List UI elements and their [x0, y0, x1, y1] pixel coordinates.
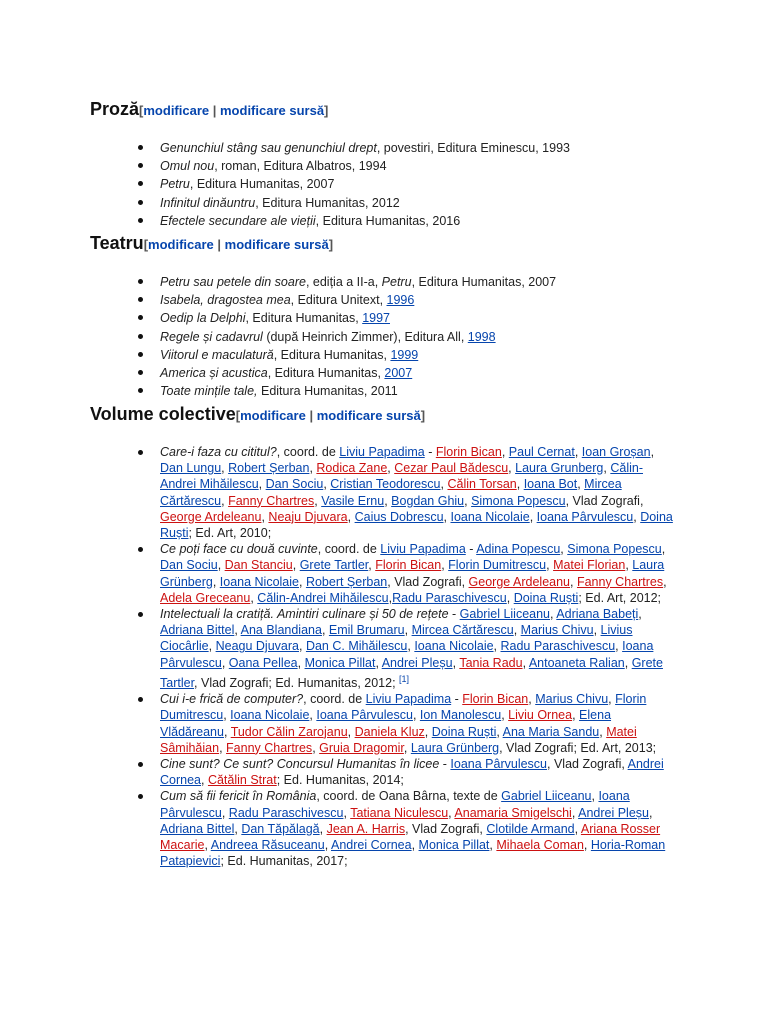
play-title: Regele și cadavrul — [160, 329, 263, 344]
plain-text: , — [516, 477, 524, 492]
edit-source-link[interactable]: modificare sursă — [220, 103, 325, 118]
person-link[interactable]: Ioana Nicolaie — [219, 574, 299, 589]
person-link[interactable]: Simona Popescu — [567, 542, 662, 557]
plain-text: , — [608, 692, 616, 707]
missing-page-link[interactable]: Cătălin Strat — [207, 773, 277, 788]
plain-text: , coord. de — [317, 542, 381, 557]
plain-text: , — [648, 805, 653, 820]
person-link[interactable]: Grete Tartler — [160, 655, 663, 690]
year-link[interactable]: 1997 — [362, 311, 390, 326]
book-title: Efectele secundare ale vieții — [160, 213, 316, 228]
plain-text: , — [324, 838, 331, 853]
plain-text: , — [443, 509, 451, 524]
person-link[interactable]: Livius Ciocârlie — [160, 623, 633, 654]
plain-text: , — [546, 558, 554, 573]
book-details: , Editura Humanitas, 2012 — [255, 195, 400, 210]
plain-text: , — [403, 740, 411, 755]
person-link[interactable]: Neagu Djuvara — [215, 639, 299, 654]
person-link[interactable]: Andrei Pleșu — [381, 655, 453, 670]
plain-text: , — [375, 655, 382, 670]
plain-text: , — [343, 805, 351, 820]
missing-page-link[interactable]: George Ardeleanu — [468, 574, 571, 589]
missing-page-link[interactable]: Călin Torsan — [447, 477, 517, 492]
plain-text: - — [451, 692, 463, 707]
plain-text: , — [570, 574, 577, 589]
plain-text: , — [298, 639, 306, 654]
person-link[interactable]: Robert Șerban — [228, 461, 310, 476]
bracket-open: [ — [235, 408, 241, 423]
play-title: Isabela, dragostea mea — [160, 293, 291, 308]
missing-page-link[interactable]: Jean A. Harris — [326, 821, 406, 836]
person-link[interactable]: Dan Sociu — [265, 477, 324, 492]
plain-text: , — [407, 639, 415, 654]
person-link[interactable]: Caius Dobrescu — [354, 509, 444, 524]
missing-page-link[interactable]: Anamaria Smigelschi — [454, 805, 572, 820]
plain-text: ; Ed. Art, 2012; — [578, 590, 662, 605]
plain-text: , — [591, 789, 599, 804]
bracket-open: [ — [143, 237, 149, 252]
list-item — [90, 212, 690, 230]
person-link[interactable]: Monica Pillat — [418, 838, 490, 853]
plain-text: , — [593, 623, 601, 638]
list-item — [90, 194, 690, 212]
play-details: , ediția a II-a, — [305, 275, 382, 289]
person-link[interactable]: Horia-Roman Patapievici — [160, 838, 666, 869]
book-details: , Editura Humanitas, 2007 — [189, 177, 335, 192]
plain-text: , — [599, 724, 607, 739]
plain-text: ; Ed. Humanitas, 2014; — [276, 773, 404, 788]
plain-text: , — [464, 493, 472, 508]
missing-page-link[interactable]: Neaju Djuvara — [268, 509, 348, 524]
year-link[interactable]: 1999 — [390, 347, 419, 362]
person-link[interactable]: Paul Cernat — [508, 445, 575, 459]
edit-section-links — [236, 408, 425, 423]
person-link[interactable]: Ana Blandiana — [240, 623, 322, 638]
plain-text: , — [297, 655, 305, 670]
plain-text: , coord. de — [276, 445, 340, 459]
person-link[interactable]: Laura Grünberg — [410, 740, 500, 755]
plain-text: , — [221, 461, 229, 476]
plain-text: , — [577, 477, 585, 492]
plain-text: , — [550, 607, 557, 622]
play-title: Oedip la Delphi — [160, 311, 246, 326]
person-link[interactable]: Emil Brumaru — [328, 623, 405, 638]
person-link[interactable]: Monica Pillat — [304, 655, 376, 670]
plain-text: , — [615, 639, 623, 654]
person-link[interactable]: Laura Grünberg — [160, 558, 665, 589]
play-details: , Editura Humanitas, — [273, 347, 391, 362]
section-teatru — [90, 230, 690, 400]
person-link[interactable]: Adriana Bittel — [160, 821, 235, 836]
person-link[interactable]: Florin Dumitrescu — [448, 558, 547, 573]
missing-page-link[interactable]: Florin Bican — [435, 445, 502, 459]
heading-title: Teatru — [90, 233, 144, 253]
separator: | — [213, 237, 225, 252]
play-details: , Editura Unitext, — [290, 293, 387, 308]
bracket-close: ] — [324, 103, 329, 118]
volume-title: Cine sunt? Ce sunt? Concursul Humanitas în licee — [160, 757, 440, 772]
plain-text: , — [633, 509, 641, 524]
person-link[interactable]: Ioana Pârvulescu — [536, 509, 634, 524]
person-link[interactable]: Marius Chivu — [520, 623, 594, 638]
list-item — [90, 364, 690, 382]
play-title: Petru sau petele din soare — [160, 275, 306, 289]
list-item — [90, 139, 690, 157]
person-link[interactable]: Ioana Nicolaie — [414, 639, 494, 654]
plain-text: - — [439, 757, 451, 772]
plain-text: , — [650, 445, 655, 459]
person-link[interactable]: Ana Maria Sandu — [502, 724, 600, 739]
list-item — [90, 444, 675, 541]
plain-text: , — [638, 607, 642, 622]
person-link[interactable]: Cristian Teodorescu — [330, 477, 441, 492]
bracket-close: ] — [420, 408, 426, 423]
list-item — [90, 273, 690, 291]
play-title: Toate mințile tale, — [160, 384, 258, 399]
missing-page-link[interactable]: Tania Radu — [459, 655, 523, 670]
plain-text: , — [221, 655, 229, 670]
plain-text: , Vlad Zografi, — [387, 574, 469, 589]
person-link[interactable]: Florin Dumitrescu — [160, 692, 647, 723]
person-link[interactable]: Liviu Papadima — [365, 692, 452, 707]
list-item — [90, 691, 675, 756]
plain-text: , — [501, 445, 509, 459]
list-item — [90, 309, 690, 327]
person-link[interactable]: Radu Paraschivescu — [228, 805, 344, 820]
list-item — [90, 756, 675, 788]
volume-title: Care-i faza cu cititul? — [160, 445, 277, 459]
plain-text: , — [440, 477, 448, 492]
plain-text: , — [508, 461, 516, 476]
plain-text: , — [347, 724, 355, 739]
missing-page-link[interactable]: Fanny Chartres — [576, 574, 664, 589]
edit-link[interactable]: modificare — [143, 103, 210, 118]
list-item — [90, 788, 675, 869]
person-link[interactable]: Doina Ruști — [513, 590, 579, 605]
volume-title: Cui i-e frică de computer? — [160, 692, 304, 707]
plain-text: , Vlad Zografi, — [565, 493, 644, 508]
person-link[interactable]: Oana Pellea — [228, 655, 298, 670]
edit-link[interactable]: modificare — [148, 237, 214, 252]
person-link[interactable]: Mircea Cărtărescu — [411, 623, 514, 638]
plain-text: , — [501, 708, 509, 723]
bracket-open: [ — [139, 103, 144, 118]
missing-page-link[interactable]: Daniela Kluz — [354, 724, 425, 739]
list-item — [90, 346, 690, 364]
play-details: , Editura Humanitas, 2007 — [411, 275, 557, 289]
play-details: Editura Humanitas, 2011 — [257, 384, 398, 399]
plain-text: , coord. de Oana Bârna, texte de — [316, 789, 502, 804]
list-item — [90, 157, 690, 175]
plain-text: , — [560, 542, 568, 557]
play-details: (după Heinrich Zimmer), Editura All, — [262, 329, 468, 344]
play-details: , Editura Humanitas, — [267, 366, 385, 381]
edit-section-links — [144, 237, 333, 252]
list-item — [90, 291, 690, 309]
missing-page-link[interactable]: Liviu Ornea — [508, 708, 573, 723]
person-link[interactable]: Robert Șerban — [305, 574, 388, 589]
person-link[interactable]: Doina Ruști — [431, 724, 497, 739]
plain-text: , — [261, 509, 269, 524]
list-item — [90, 541, 675, 606]
plain-text: , — [424, 724, 432, 739]
person-link[interactable]: Dan C. Mihăilescu — [305, 639, 408, 654]
plain-text: , — [404, 623, 412, 638]
plain-text: - — [448, 607, 460, 622]
person-link[interactable]: Ioan Groșan — [581, 445, 651, 459]
plain-text: , — [221, 805, 229, 820]
missing-page-link[interactable]: Florin Bican — [375, 558, 442, 573]
plain-text: , coord. de — [303, 692, 366, 707]
plain-text: , — [321, 623, 329, 638]
year-link[interactable]: 1998 — [467, 329, 496, 344]
person-link[interactable]: Dan Lungu — [160, 461, 222, 476]
plain-text: , — [513, 623, 521, 638]
plain-text: , — [529, 509, 537, 524]
play-title: Viitorul e maculatură — [160, 347, 274, 362]
person-link[interactable]: Radu Paraschivescu — [392, 590, 507, 605]
person-link[interactable]: Ioana Pârvulescu — [316, 708, 413, 723]
plain-text: , — [221, 493, 229, 508]
plain-text: - — [424, 445, 436, 459]
plain-text: , Vlad Zografi; Ed. Humanitas, 2012; — [194, 676, 400, 690]
plain-text: , — [217, 558, 225, 573]
plain-text: , — [309, 461, 317, 476]
plain-text: - — [465, 542, 477, 557]
book-title: Petru — [160, 177, 190, 192]
edit-section-links — [139, 103, 328, 118]
separator: | — [305, 408, 317, 423]
plain-text: , — [441, 558, 449, 573]
person-link[interactable]: Elena Vlădăreanu — [160, 708, 612, 739]
plain-text: , — [309, 708, 317, 723]
person-link[interactable]: Andrei Pleșu — [578, 805, 649, 820]
plain-text: , — [208, 639, 216, 654]
plain-text: , — [312, 740, 320, 755]
person-link[interactable]: Liviu Papadima — [339, 445, 425, 459]
person-link[interactable]: Laura Grunberg — [515, 461, 604, 476]
year-link[interactable]: 2007 — [384, 366, 413, 381]
plain-text: , — [506, 590, 514, 605]
book-details: , povestiri, Editura Eminescu, 1993 — [376, 141, 570, 155]
plain-text: , Vlad Zografi; Ed. Art, 2013; — [499, 740, 657, 755]
plain-text: , — [583, 838, 591, 853]
missing-page-link[interactable]: George Ardeleanu — [160, 509, 262, 524]
book-title: Omul nou — [160, 159, 215, 174]
section-volume-colective — [90, 401, 690, 869]
person-link[interactable]: Ioana Pârvulescu — [160, 639, 654, 670]
edit-source-link[interactable]: modificare sursă — [316, 408, 421, 423]
plain-text: , — [448, 805, 455, 820]
list-item — [90, 382, 690, 400]
footnote-link[interactable]: [1] — [399, 673, 410, 684]
plain-text: ; Ed. Art, 2010; — [188, 526, 272, 541]
person-link[interactable]: Ioana Bot — [523, 477, 578, 492]
plain-text: , — [204, 838, 211, 853]
person-link[interactable]: Bogdan Ghiu — [391, 493, 465, 508]
section-heading — [90, 96, 690, 123]
plain-text: , — [574, 821, 581, 836]
missing-page-link[interactable]: Rodica Zane — [316, 461, 388, 476]
book-title: Genunchiul stâng sau genunchiul drept — [160, 141, 377, 155]
person-link[interactable]: Călin-Andrei Mihăilescu — [257, 590, 389, 605]
book-details: , Editura Humanitas, 2016 — [315, 213, 461, 228]
missing-page-link[interactable]: Matei Sâmihăian — [160, 724, 637, 755]
missing-page-link[interactable]: Cezar Paul Bădescu — [394, 461, 509, 476]
plain-text: , — [528, 692, 536, 707]
person-link[interactable]: Radu Paraschivescu — [500, 639, 616, 654]
person-link[interactable]: Adina Popescu — [476, 542, 561, 557]
person-link[interactable]: Marius Chivu — [535, 692, 609, 707]
plain-text: , — [493, 639, 501, 654]
plain-text: , — [571, 805, 579, 820]
person-link[interactable]: Ion Manolescu — [419, 708, 502, 723]
person-link[interactable]: Mircea Cărtărescu — [160, 477, 622, 508]
person-link[interactable]: Ioana Nicolaie — [450, 509, 530, 524]
plain-text: , — [574, 445, 582, 459]
heading-title: Proză — [90, 99, 140, 119]
plain-text: , — [522, 655, 529, 670]
plain-text: , — [489, 838, 497, 853]
plain-text: , — [298, 574, 306, 589]
section-proza — [90, 96, 690, 230]
person-link[interactable]: Simona Popescu — [471, 493, 566, 508]
list-item — [90, 328, 690, 346]
book-title: Infinitul dinăuntru — [160, 195, 256, 210]
person-link[interactable]: Gabriel Liiceanu — [501, 789, 592, 804]
plain-text: , — [319, 821, 327, 836]
heading-title: Volume colective — [90, 404, 236, 424]
list-item — [90, 606, 675, 691]
person-link[interactable]: Dan Tăpălagă — [241, 821, 320, 836]
plain-text: , — [388, 590, 393, 605]
plain-text: , — [384, 493, 392, 508]
plain-text: , — [323, 477, 331, 492]
plain-text: , — [212, 574, 220, 589]
separator: | — [209, 103, 220, 118]
year-link[interactable]: 1996 — [386, 293, 415, 308]
section-heading — [90, 230, 690, 257]
edit-source-link[interactable]: modificare sursă — [224, 237, 329, 252]
missing-page-link[interactable]: Ariana Rosser Macarie — [160, 821, 661, 853]
plain-text: , — [663, 574, 667, 589]
volume-title: Ce poți face cu două cuvinte — [160, 542, 318, 557]
missing-page-link[interactable]: Adela Greceanu — [160, 590, 251, 605]
person-link[interactable]: Călin-Andrei Mihăilescu — [160, 461, 643, 492]
plain-text: , — [412, 708, 420, 723]
plain-text: , — [223, 724, 231, 739]
plain-text: , — [603, 461, 611, 476]
plain-text: , — [624, 655, 632, 670]
missing-page-link[interactable]: Tatiana Niculescu — [350, 805, 449, 820]
missing-page-link[interactable]: Gruia Dragomir — [319, 740, 404, 755]
person-link[interactable]: Andreea Răsuceanu — [210, 838, 325, 853]
volume-list — [90, 444, 690, 869]
plain-text: , — [496, 724, 503, 739]
plain-text: , — [347, 509, 355, 524]
plain-text: , — [625, 558, 633, 573]
proza-list — [90, 139, 690, 230]
plain-text: , — [292, 558, 300, 573]
missing-page-link[interactable]: Tudor Călin Zarojanu — [230, 724, 348, 739]
play-title: America și acustica — [160, 366, 268, 381]
plain-text: , — [661, 542, 666, 557]
missing-page-link[interactable]: Fanny Chartres — [226, 740, 313, 755]
plain-text: , — [314, 493, 322, 508]
missing-page-link[interactable]: Fanny Chartres — [228, 493, 315, 508]
play-title-secondary: Petru — [381, 275, 412, 289]
missing-page-link[interactable]: Dan Stanciu — [224, 558, 293, 573]
plain-text: , Vlad Zografi, — [405, 821, 487, 836]
plain-text: , — [223, 708, 231, 723]
bracket-close: ] — [328, 237, 334, 252]
missing-page-link[interactable]: Mihaela Coman — [496, 838, 584, 853]
person-link[interactable]: Dan Sociu — [160, 558, 218, 573]
volume-title: Cum să fii fericit în România — [160, 789, 317, 804]
teatru-list — [90, 273, 690, 400]
person-link[interactable]: Doina Ruști — [160, 509, 673, 541]
section-heading — [90, 401, 690, 428]
person-link[interactable]: Ioana Nicolaie — [230, 708, 310, 723]
volume-title: Intelectuali la cratiță. Amintiri culinare și 50 de rețete — [160, 607, 449, 622]
missing-page-link[interactable]: Matei Florian — [553, 558, 626, 573]
plain-text: , — [572, 708, 580, 723]
person-link[interactable]: Vasile Ernu — [321, 493, 385, 508]
plain-text: , Vlad Zografi, — [547, 757, 628, 772]
plain-text: , — [234, 821, 242, 836]
person-link[interactable]: Ioana Pârvulescu — [160, 789, 630, 820]
person-link[interactable]: Liviu Papadima — [380, 542, 466, 557]
edit-link[interactable]: modificare — [240, 408, 306, 423]
plain-text: , — [387, 461, 395, 476]
person-link[interactable]: Antoaneta Ralian — [528, 655, 625, 670]
list-item — [90, 175, 690, 193]
plain-text: , — [368, 558, 376, 573]
missing-page-link[interactable]: Florin Bican — [462, 692, 529, 707]
play-details: , Editura Humanitas, — [245, 311, 363, 326]
person-link[interactable]: Clotilde Armand — [486, 821, 575, 836]
plain-text: , — [258, 477, 266, 492]
person-link[interactable]: Grete Tartler — [299, 558, 369, 573]
person-link[interactable]: Adriana Bittel — [160, 623, 235, 638]
plain-text: , — [201, 773, 208, 788]
person-link[interactable]: Andrei Cornea — [330, 838, 412, 853]
plain-text: , — [411, 838, 419, 853]
plain-text: , — [250, 590, 258, 605]
person-link[interactable]: Andrei Cornea — [160, 757, 664, 788]
person-link[interactable]: Ioana Pârvulescu — [450, 757, 548, 772]
plain-text: , — [452, 655, 460, 670]
plain-text: ; Ed. Humanitas, 2017; — [220, 854, 348, 869]
person-link[interactable]: Gabriel Liiceanu — [459, 607, 551, 622]
plain-text: , — [219, 740, 227, 755]
book-details: , roman, Editura Albatros, 1994 — [214, 159, 387, 174]
person-link[interactable]: Adriana Babeți — [556, 607, 639, 622]
plain-text: , — [234, 623, 241, 638]
